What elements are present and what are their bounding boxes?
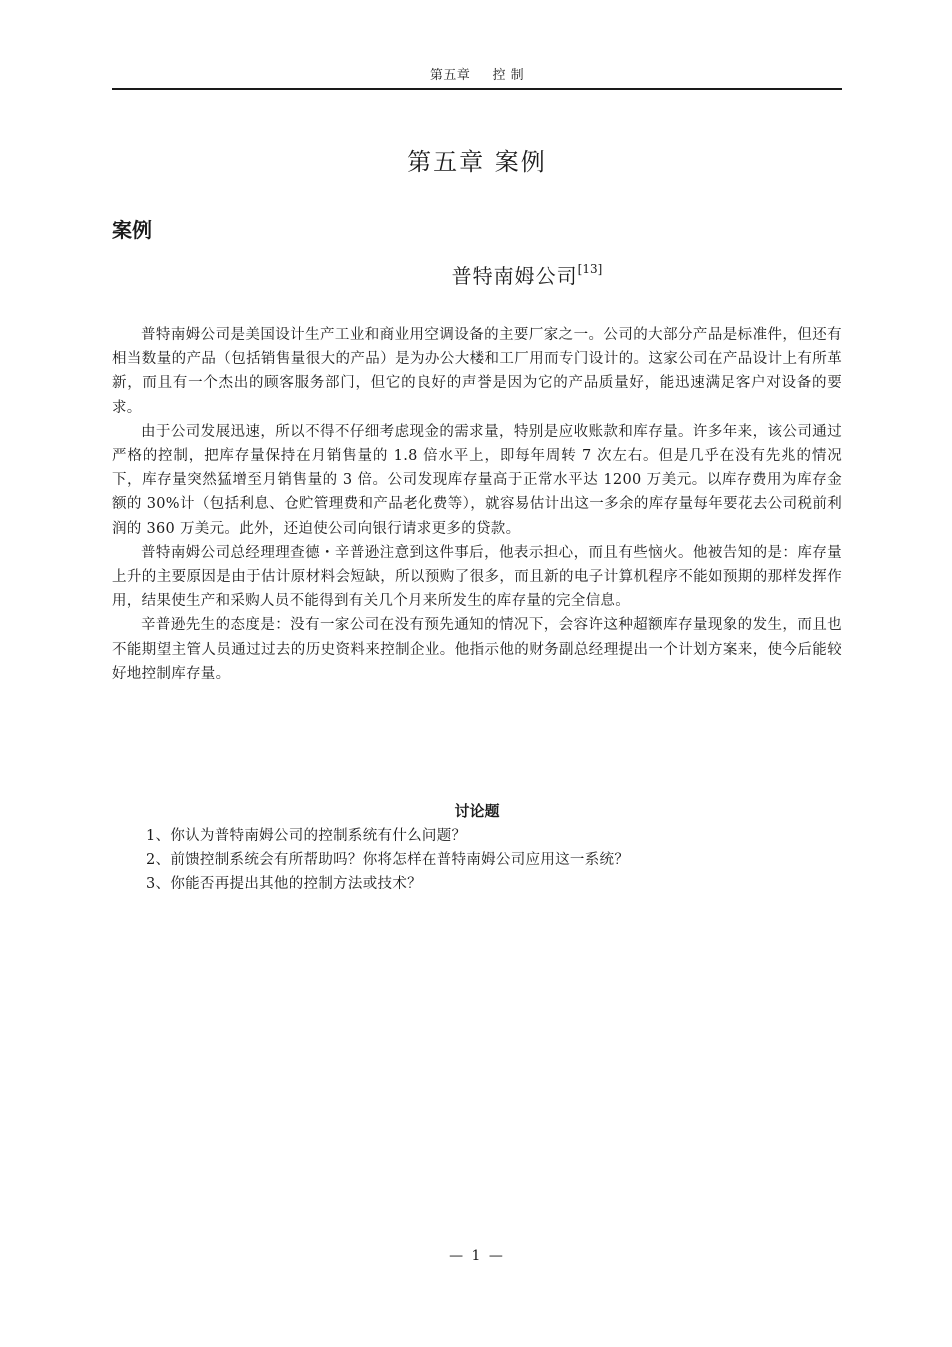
- page-number: — 1 —: [449, 1248, 505, 1264]
- chapter-title: 第五章 案例: [407, 148, 547, 176]
- paragraph-1: 普特南姆公司是美国设计生产工业和商业用空调设备的主要厂家之一。公司的大部分产品是标准件，但还有相当数量的产品（包括销售量很大的产品）是为办公大楼和工厂用而专门设计的。这家公司在产品设计上有所革新，而且有一个杰出的顾客服务部门，但它的良好的声誉是因为它的产品质量好，能迅速满足客户对设备的要求。: [112, 327, 842, 416]
- running-header: [112, 68, 842, 84]
- paragraph-3: 普特南姆公司总经理理查德・辛普逊注意到这件事后，他表示担心，而且有些恼火。他被告知的是：库存量上升的主要原因是由于估计原材料会短缺，所以预购了很多，而且新的电子计算机程序不能如预期的那样发挥作用，结果使生产和采购人员不能得到有关几个月来所发生的库存量的完全信息。: [112, 544, 842, 610]
- case-body: [112, 323, 842, 686]
- paragraph-4: 辛普逊先生的态度是：没有一家公司在没有预先通知的情况下，会容许这种超额库存量现象的发生，而且也不能期望主管人员通过过去的历史资料来控制企业。他指示他的财务副总经理提出一个计划方案来，使今后能较好地控制库存量。: [112, 617, 842, 682]
- case-citation: [13]: [577, 262, 603, 276]
- case-title: [112, 254, 842, 291]
- header-rule: [112, 88, 842, 90]
- case-title-text: 普特南姆公司: [451, 264, 578, 288]
- discussion-questions: [146, 824, 842, 897]
- section-heading: 案例: [112, 218, 152, 242]
- discussion-heading: 讨论题: [454, 802, 500, 820]
- question-3: 3、你能否再提出其他的控制方法或技术？: [146, 876, 422, 893]
- question-1: 1、你认为普特南姆公司的控制系统有什么问题？: [146, 828, 467, 844]
- question-2: 2、前馈控制系统会有所帮助吗？你将怎样在普特南姆公司应用这一系统？: [146, 852, 630, 869]
- running-header-chapter: 第五章: [429, 68, 471, 83]
- running-header-topic: 控 制: [492, 68, 525, 83]
- paragraph-2: 由于公司发展迅速，所以不得不仔细考虑现金的需求量，特别是应收账款和库存量。许多年来，该公司通过严格的控制，把库存量保持在月销售量的 1.8 倍水平上，即每年周转 7 次左右。但是几乎在没有先兆的情况下，库存量突然猛增至月销售量的 3 倍。公司发现库存量高于正常水平达 1200 万美元。以库存费用为库存金额的 30%计（包括利息、仓贮管理费和产品老化费等），就容易估计出这一多余的库存量每年要花去公司税前利润的 360 万美元。此外，还迫使公司向银行请求更多的贷款。: [112, 423, 842, 537]
